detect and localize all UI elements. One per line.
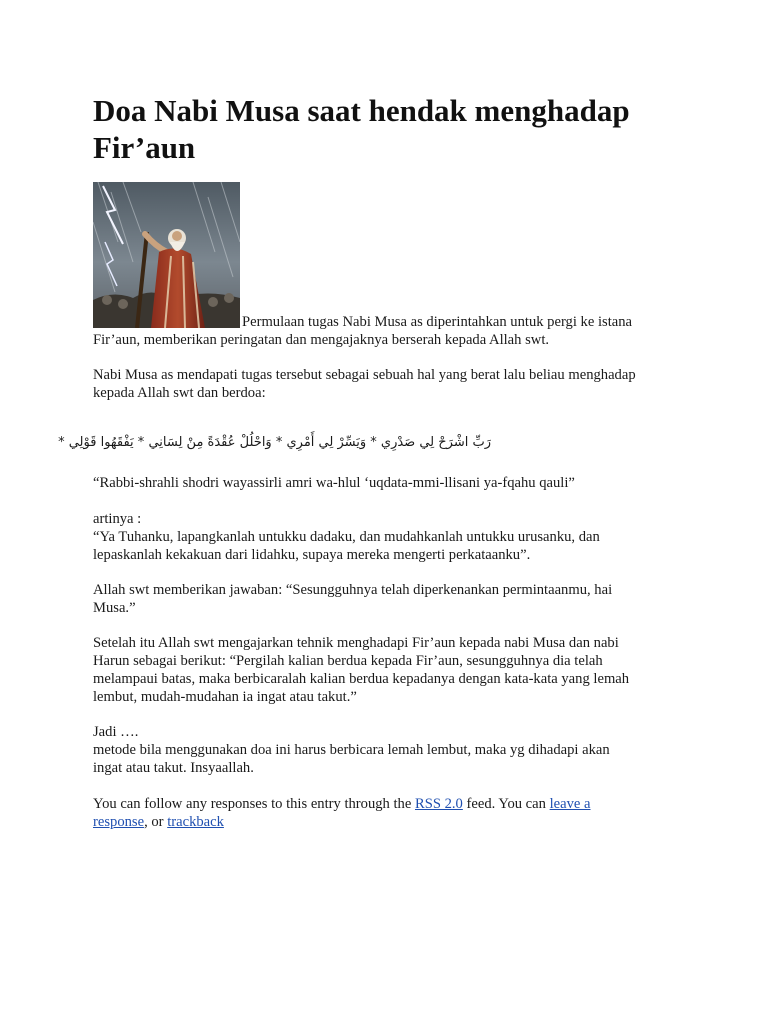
footer-text-after-rss: feed. You can bbox=[466, 796, 546, 812]
intro-line-2: Fir’aun, memberikan peringatan dan mengajaknya berserah kepada Allah swt. bbox=[93, 332, 550, 348]
transliteration: “Rabbi-shrahli shodri wayassirli amri wa-hlul ‘uqdata-mmi-llisani ya-fqahu qauli” bbox=[93, 475, 575, 491]
meaning-line-1: “Ya Tuhanku, lapangkanlah untukku dadaku, dan mudahkanlah untukku urusanku, dan bbox=[93, 529, 600, 545]
conclusion-line-1: Jadi …. bbox=[93, 724, 139, 740]
conclusion-line-3: ingat atau takut. Insyaallah. bbox=[93, 760, 254, 776]
moses-illustration bbox=[93, 182, 240, 328]
moses-staff-illustration-icon bbox=[93, 182, 240, 328]
arabic-prayer: رَبِّ اشْرَحْ لِي صَدْرِي * وَيَسِّرْ لِي أَمْرِي * وَاحْلُلْ عُقْدَةً مِنْ لِسَانِي * يَفْقَهُوا قَوْلِي * bbox=[58, 435, 491, 450]
technique-line-4: lembut, mudah-mudahan ia ingat atau takut.” bbox=[93, 689, 357, 705]
rss-link[interactable]: RSS 2.0 bbox=[414, 796, 463, 812]
trackback-link[interactable]: trackback bbox=[167, 814, 224, 830]
technique-line-2: Harun sebagai berikut: “Pergilah kalian berdua kepada Fir’aun, sesungguhnya dia telah bbox=[93, 653, 603, 669]
paragraph-conclusion bbox=[93, 723, 683, 777]
answer-line-2: Musa.” bbox=[93, 600, 136, 616]
footer-text-or: , or bbox=[144, 814, 164, 830]
meaning-label: artinya : bbox=[93, 511, 142, 527]
heavy-task-line-1: Nabi Musa as mendapati tugas tersebut sebagai sebuah hal yang berat lalu beliau menghadap bbox=[93, 367, 636, 383]
leave-response-link-part-1[interactable]: leave a bbox=[549, 796, 591, 812]
paragraph-technique bbox=[93, 634, 683, 706]
technique-line-1: Setelah itu Allah swt mengajarkan tehnik menghadapi Fir’aun kepada nabi Musa dan nabi bbox=[93, 635, 619, 651]
paragraph-heavy-task bbox=[93, 366, 683, 402]
conclusion-line-2: metode bila menggunakan doa ini harus berbicara lemah lembut, maka yg dihadapi akan bbox=[93, 742, 610, 758]
technique-line-3: melampaui batas, maka berbicaralah kalian berdua kepadanya dengan kata-kata yang lemah bbox=[93, 671, 630, 687]
page-title: Doa Nabi Musa saat hendak menghadap Fir’aun bbox=[93, 93, 630, 165]
paragraph-answer bbox=[93, 581, 683, 617]
intro-line-1: Permulaan tugas Nabi Musa as diperintahkan untuk pergi ke istana bbox=[242, 314, 633, 330]
footer-text-before-rss: You can follow any responses to this entry through the bbox=[93, 796, 412, 812]
answer-line-1: Allah swt memberikan jawaban: “Sesungguhnya telah diperkenankan permintaanmu, hai bbox=[93, 582, 613, 598]
meaning-line-2: lepaskanlah kekakuan dari lidahku, supaya mereka mengerti perkataanku”. bbox=[93, 547, 531, 563]
heavy-task-line-2: kepada Allah swt dan berdoa: bbox=[93, 385, 266, 401]
leave-response-link-part-2[interactable]: response bbox=[93, 814, 145, 830]
paragraph-meaning bbox=[93, 510, 683, 564]
footer-responses bbox=[93, 795, 683, 831]
